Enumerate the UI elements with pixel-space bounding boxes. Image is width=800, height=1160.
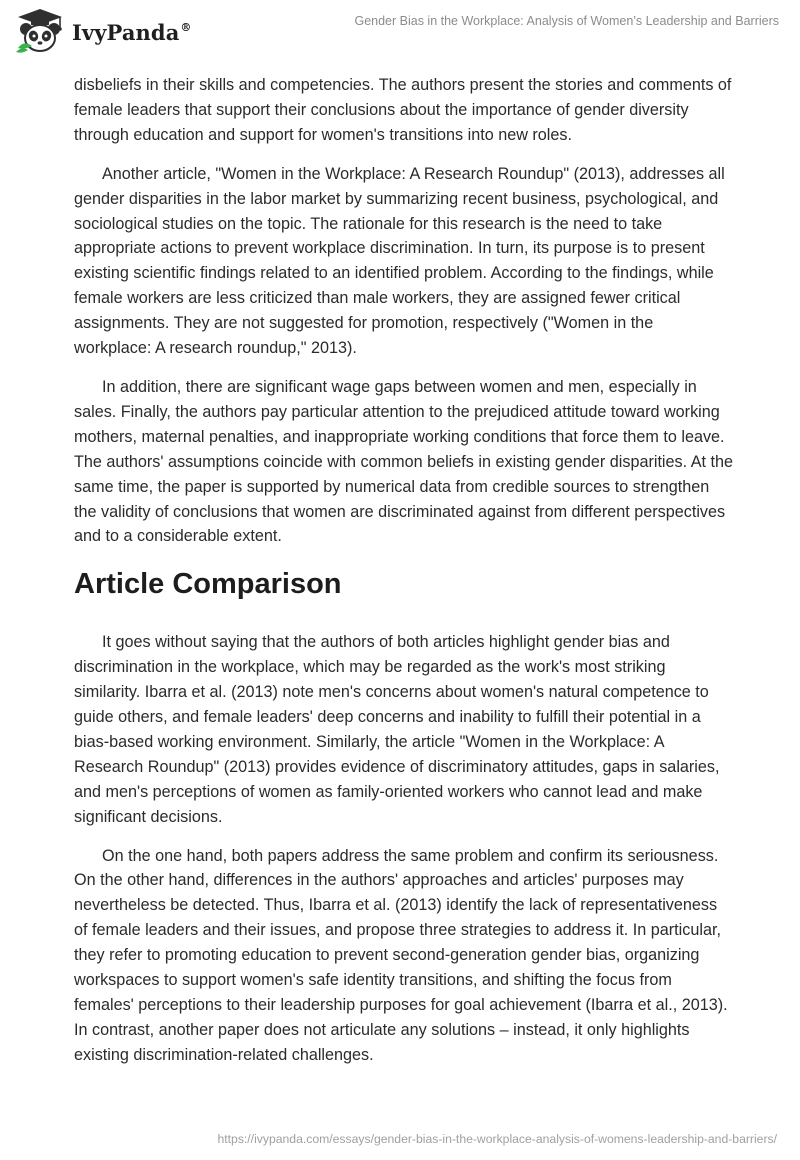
panda-graduate-icon	[14, 8, 66, 54]
essay-content	[74, 73, 734, 1082]
paragraph-4: It goes without saying that the authors of both articles highlight gender bias and discrimination in the workplace, which may be regarded as the work's most striking similarity. Ibarra et al. (2013) note men's concerns about women's natural competence to guide others, and female leaders' deep concerns and inability to fulfill their potential in a bias-based working environment. Similarly, the article "Women in the Workplace: A Research Roundup" (2013) provides evidence of discriminatory attitudes, gaps in salaries, and men's perceptions of women as family-oriented workers who cannot lead and make significant decisions.	[74, 633, 720, 826]
registered-mark: ®	[180, 20, 192, 34]
paragraph-3: In addition, there are significant wage gaps between women and men, especially in sales. Finally, the authors pay particular attention to the prejudiced attitude toward working mothers, maternal penalties, and inappropriate working conditions that force them to leave. The authors' assumptions coincide with common beliefs in existing gender disparities. At the same time, the paper is supported by numerical data from credible sources to strengthen the validity of conclusions that women are discriminated against from different perspectives and to a considerable extent.	[74, 377, 734, 546]
document-title: Gender Bias in the Workplace: Analysis of Women’s Leadership and Barriers	[354, 14, 779, 28]
source-url-link[interactable]: https://ivypanda.com/essays/gender-bias-in-the-workplace-analysis-of-womens-leadership-and-barriers/	[217, 1132, 777, 1146]
paragraph-2: Another article, "Women in the Workplace: A Research Roundup" (2013), addresses all gender disparities in the labor market by summarizing recent business, psychological, and sociological studies on the topic. The rationale for this research is the need to take appropriate actions to prevent workplace discrimination. In turn, its purpose is to present existing scientific findings related to an identified problem. According to the findings, while female workers are less criticized than male workers, they are assigned fewer critical assignments. They are not suggested for promotion, respectively ("Women in the workplace: A research roundup," 2013).	[74, 164, 725, 358]
section-heading: Article Comparison	[74, 568, 342, 601]
paragraph-5: On the one hand, both papers address the same problem and confirm its seriousness. On the other hand, differences in the authors' approaches and articles' purposes may nevertheless be detected. Thus, Ibarra et al. (2013) identify the lack of representativeness of female leaders and their issues, and propose three strategies to address it. In particular, they refer to promoting education to prevent second-generation gender bias, organizing workspaces to support women's safe identity transitions, and shifting the focus from females' perceptions to their leadership purposes for goal achievement (Ibarra et al., 2013). In contrast, another paper does not articulate any solutions – instead, it only highlights existing discrimination-related challenges.	[74, 846, 728, 1064]
logo-text: IvyPanda®	[72, 19, 192, 45]
paragraph-1: disbeliefs in their skills and competencies. The authors present the stories and comments of female leaders that support their conclusions about the importance of gender diversity through education and support for women's transitions into new roles.	[74, 76, 732, 144]
ivypanda-logo[interactable]	[14, 8, 192, 54]
page-header	[0, 0, 800, 60]
